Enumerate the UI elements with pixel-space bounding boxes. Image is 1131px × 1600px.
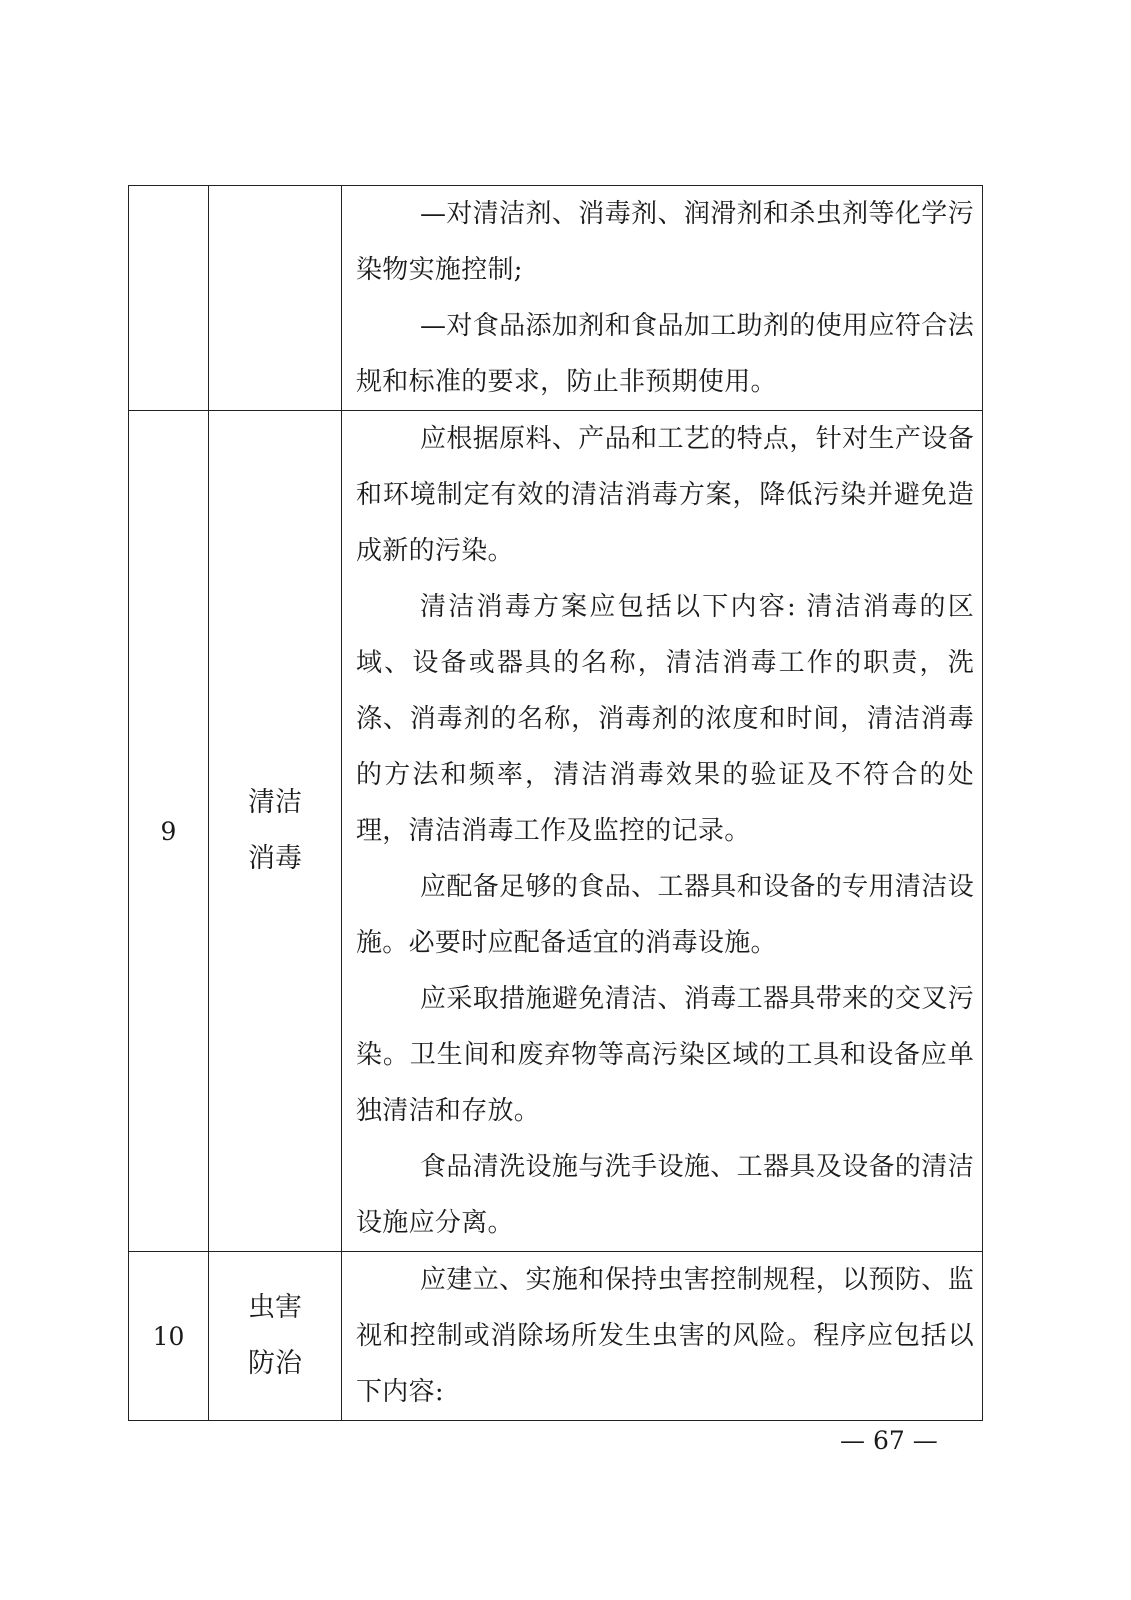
table-row [129,186,983,411]
page-number: — 67 — [840,1426,938,1455]
content-paragraph: 应配备足够的食品、工器具和设备的专用清洁设施。必要时应配备适宜的消毒设施。 [356,872,974,958]
content-paragraph: 食品清洗设施与洗手设施、工器具及设备的清洁设施应分离。 [356,1152,974,1238]
table-row [129,411,983,1252]
table-row [129,1252,983,1421]
row-item-line: 消毒 [248,843,302,874]
row-content [342,186,983,411]
row-content [342,1252,983,1421]
row-item-line: 虫害 [248,1292,302,1323]
content-paragraph: —对食品添加剂和食品加工助剂的使用应符合法规和标准的要求，防止非预期使用。 [356,311,974,397]
content-paragraph: 应根据原料、产品和工艺的特点，针对生产设备和环境制定有效的清洁消毒方案，降低污染并避免造成新的污染。 [356,424,974,566]
row-item [209,411,342,1252]
content-table [128,185,983,1421]
content-paragraph: 清洁消毒方案应包括以下内容: 清洁消毒的区域、设备或器具的名称，清洁消毒工作的职责，洗涤、消毒剂的名称，消毒剂的浓度和时间，清洁消毒的方法和频率，清洁消毒效果的验证及不符合的处理，清洁消毒工作及监控的记录。 [356,592,974,846]
row-number: 10 [129,1252,209,1421]
row-number: 9 [129,411,209,1252]
row-number [129,186,209,411]
row-item-line: 清洁 [248,787,302,818]
content-paragraph: 应建立、实施和保持虫害控制规程，以预防、监视和控制或消除场所发生虫害的风险。程序应包括以下内容: [356,1265,974,1407]
row-item [209,186,342,411]
content-paragraph: —对清洁剂、消毒剂、润滑剂和杀虫剂等化学污染物实施控制; [356,199,974,285]
content-paragraph: 应采取措施避免清洁、消毒工器具带来的交叉污染。卫生间和废弃物等高污染区域的工具和设备应单独清洁和存放。 [356,984,974,1126]
row-item-line: 防治 [248,1348,302,1379]
row-content [342,411,983,1252]
row-item [209,1252,342,1421]
